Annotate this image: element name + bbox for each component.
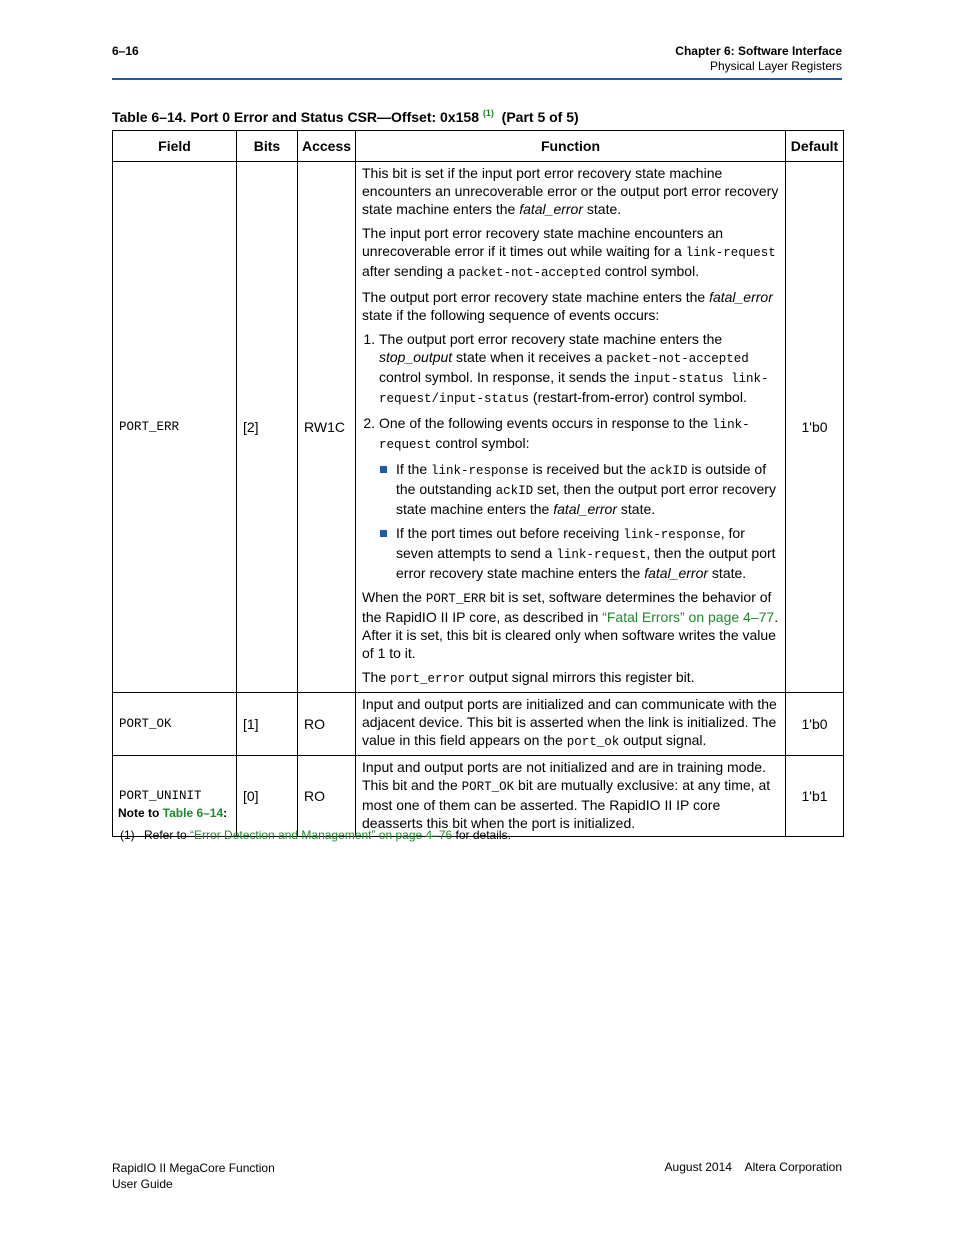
table-header-row	[113, 131, 844, 162]
access-value: RW1C	[298, 162, 356, 693]
bits-value: [2]	[237, 162, 298, 693]
chapter-title: Chapter 6: Software Interface	[675, 44, 842, 58]
caption-note-ref[interactable]: (1)	[482, 108, 494, 118]
desc-paragraph: Input and output ports are initialized and can communicate with the adjacent device. This bit is asserted when the link is initialized. The value in this field appears on the port_ok output signal.	[362, 696, 777, 749]
table-row	[113, 162, 844, 693]
section-title: Physical Layer Registers	[709, 59, 842, 73]
square-bullet-icon	[380, 530, 387, 537]
default-value: 1'b0	[786, 162, 844, 693]
access-value: RO	[298, 693, 356, 756]
field-name: PORT_ERR	[113, 162, 237, 693]
default-value: 1'b1	[786, 756, 844, 837]
desc-paragraph: When the PORT_ERR bit is set, software determines the behavior of the RapidIO II IP core, as described in “Fatal Errors” on page 4–77. After it is set, this bit is cleared only when software writes the value of 1 to it.	[362, 589, 779, 661]
desc-paragraph: The input port error recovery state machine encounters an unrecoverable error if it times out while waiting for a link-request after sending a packet-not-accepted control symbol.	[362, 225, 776, 280]
header-function: Function	[356, 131, 786, 162]
page-number: 6–16	[112, 44, 139, 58]
function-description	[356, 756, 786, 837]
bits-value: [1]	[237, 693, 298, 756]
caption-text: Table 6–14. Port 0 Error and Status CSR—Offset: 0x158	[112, 109, 479, 125]
caption-part: (Part 5 of 5)	[501, 109, 579, 125]
footnote-number: (1)	[120, 828, 135, 842]
desc-paragraph: This bit is set if the input port error recovery state machine encounters an unrecoverable error or the output port error recovery state machine enters the fatal_error state.	[362, 165, 779, 217]
table-ref-link[interactable]: Table 6–14	[162, 806, 224, 820]
function-description	[356, 693, 786, 756]
table-note-title: Note to Table 6–14:	[118, 806, 228, 820]
desc-paragraph: Input and output ports are not initialized and are in training mode. This bit and the PORT_OK bit are mutually exclusive: at any time, at most one of them can be asserted. The RapidIO II IP core deasserts this bit when the port is initialized.	[362, 759, 771, 831]
table-caption	[112, 108, 579, 125]
event-sublist	[379, 460, 779, 582]
table-footnote: (1) Refer to “Error Detection and Management” on page 4–76 for details.	[120, 828, 511, 842]
error-detection-link[interactable]: “Error Detection and Management” on page 4–76	[190, 828, 453, 842]
footer-date-org: August 2014 Altera Corporation	[664, 1160, 842, 1174]
event-sequence-list	[362, 330, 779, 582]
header-bits: Bits	[237, 131, 298, 162]
header-rule	[112, 78, 842, 80]
default-value: 1'b0	[786, 693, 844, 756]
fatal-errors-link[interactable]: “Fatal Errors” on page 4–77	[602, 609, 775, 625]
table-row	[113, 693, 844, 756]
register-table	[112, 130, 844, 837]
running-header	[675, 44, 842, 74]
header-field: Field	[113, 131, 237, 162]
square-bullet-icon	[380, 466, 387, 473]
table-row	[113, 756, 844, 837]
access-value: RO	[298, 756, 356, 837]
function-description	[356, 162, 786, 693]
desc-paragraph: The port_error output signal mirrors this register bit.	[362, 669, 695, 686]
list-item: If the port times out before receiving link-response, for seven attempts to send a link-request, then the output port error recovery state machine enters the fatal_error state.	[396, 524, 779, 582]
bits-value: [0]	[237, 756, 298, 837]
list-item: 1. The output port error recovery state machine enters the stop_output state when it receives a packet-not-accepted control symbol. In response, it sends the input-status link-request/input-status (restart-from-error) control symbol.	[379, 330, 779, 408]
header-default: Default	[786, 131, 844, 162]
header-access: Access	[298, 131, 356, 162]
list-item: If the link-response is received but the ackID is outside of the outstanding ackID set, then the output port error recovery state machine enters the fatal_error state.	[396, 460, 779, 518]
field-name: PORT_OK	[113, 693, 237, 756]
field-name: PORT_UNINIT	[113, 756, 237, 837]
desc-paragraph: The output port error recovery state machine enters the fatal_error state if the following sequence of events occurs:	[362, 289, 773, 323]
footer-doc-title: RapidIO II MegaCore Function User Guide	[112, 1161, 275, 1191]
list-item: 2. One of the following events occurs in response to the link-request control symbol: If the link-response is received but the ackID is outside of the outstanding ackID set, then the output port error recovery state machine enters the fatal_error state. If the port times out before receiving link-response, for seven attempts to send a link-request, then the output port error recovery state machine enters the fatal_error state.	[379, 414, 779, 582]
